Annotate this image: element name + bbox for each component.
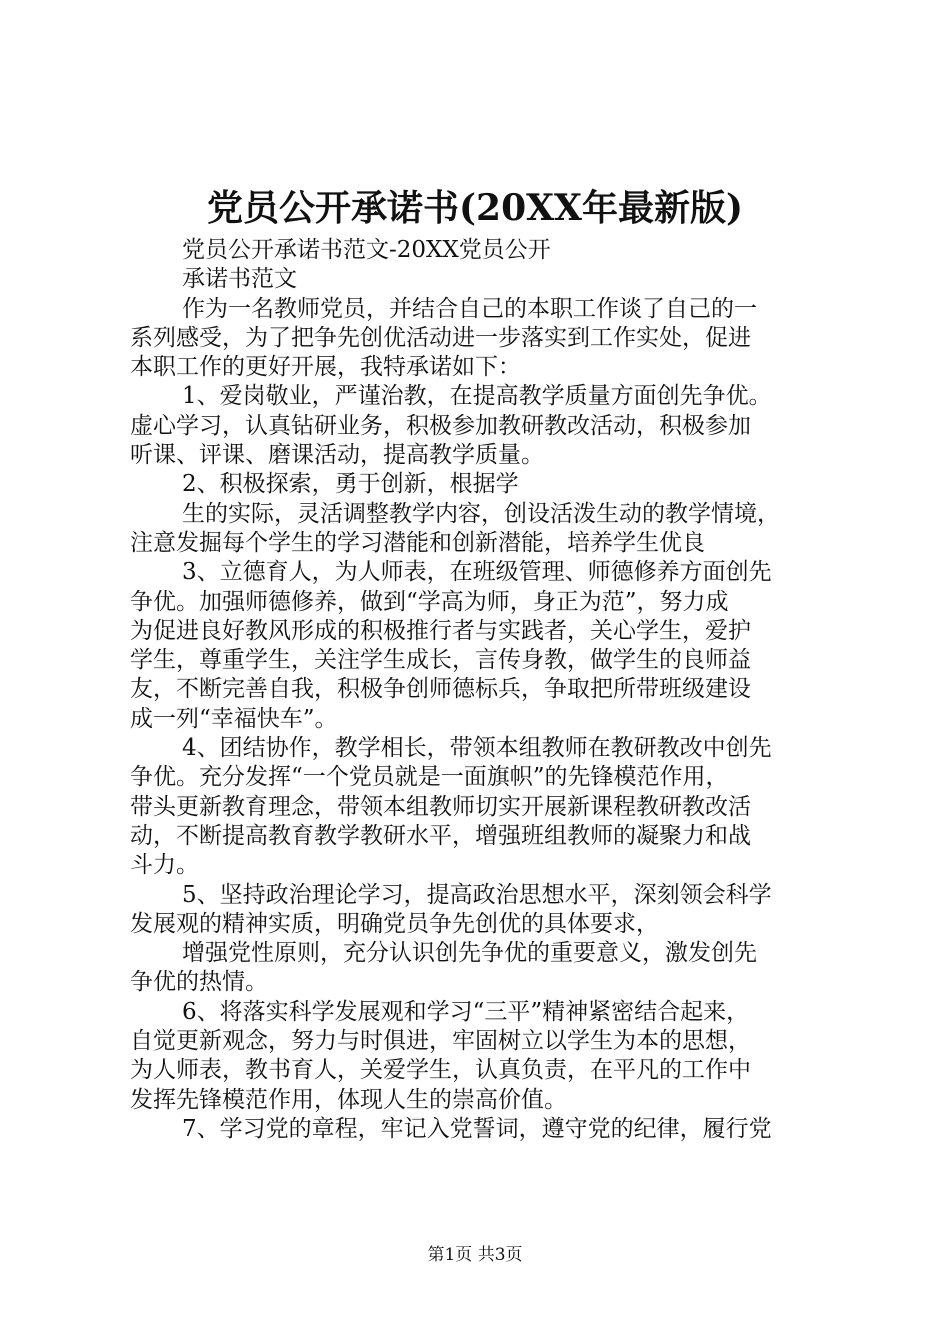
body-line: 争优的热情。 <box>130 969 268 996</box>
body-line: 5、坚持政治理论学习，提高政治思想水平，深刻领会科学 <box>182 881 772 908</box>
body-line: 学生，尊重学生，关注学生成长，言传身教，做学生的良师益 <box>130 647 751 674</box>
body-line: 1、爱岗敬业，严谨治教，在提高教学质量方面创先争优。 <box>182 383 772 410</box>
body-line: 成一列“幸福快车”。 <box>130 705 338 732</box>
body-line: 斗力。 <box>130 852 199 879</box>
body-line: 争优。充分发挥“一个党员就是一面旗帜”的先锋模范作用， <box>130 764 729 791</box>
body-line: 动，不断提高教育教学教研水平，增强班组教师的凝聚力和战 <box>130 822 751 849</box>
body-line: 为人师表，教书育人，关爱学生，认真负责，在平凡的工作中 <box>130 1057 751 1084</box>
body-line: 系列感受，为了把争先创优活动进一步落实到工作实处，促进 <box>130 324 751 351</box>
body-line: 虚心学习，认真钻研业务，积极参加教研教改活动，积极参加 <box>130 412 751 439</box>
body-line: 党员公开承诺书范文-20XX党员公开 <box>182 237 551 263</box>
body-line: 本职工作的更好开展，我特承诺如下： <box>130 354 521 381</box>
body-line: 3、立德育人，为人师表，在班级管理、师德修养方面创先 <box>182 559 772 586</box>
body-line: 承诺书范文 <box>182 266 297 293</box>
body-line: 自觉更新观念，努力与时俱进，牢固树立以学生为本的思想， <box>130 1028 751 1055</box>
body-line: 6、将落实科学发展观和学习“三平”精神紧密结合起来， <box>182 998 750 1025</box>
body-line: 2、积极探索，勇于创新，根据学 <box>182 471 519 498</box>
body-line: 4、团结协作，教学相长，带领本组教师在教研教改中创先 <box>182 735 772 762</box>
body-line: 注意发掘每个学生的学习潜能和创新潜能，培养学生优良 <box>130 529 705 556</box>
body-line: 友，不断完善自我，积极争创师德标兵，争取把所带班级建设 <box>130 676 751 703</box>
body-line: 为促进良好教风形成的积极推行者与实践者，关心学生，爱护 <box>130 617 751 644</box>
page-footer: 第1页 共3页 <box>427 1245 523 1265</box>
body-line: 带头更新教育理念，带领本组教师切实开展新课程教研教改活 <box>130 793 751 820</box>
body-line: 增强党性原则，充分认识创先争优的重要意义，激发创先 <box>182 940 757 967</box>
body-line: 发展观的精神实质，明确党员争先创优的具体要求， <box>130 910 659 937</box>
body-line: 争优。加强师德修养，做到“学高为师，身正为范”，努力成 <box>130 588 729 615</box>
body-line: 听课、评课、磨课活动，提高教学质量。 <box>130 442 544 469</box>
body-line: 发挥先锋模范作用，体现人生的崇高价值。 <box>130 1086 567 1113</box>
body-line: 7、学习党的章程，牢记入党誓词，遵守党的纪律，履行党 <box>182 1115 772 1142</box>
body-line: 作为一名教师党员，并结合自己的本职工作谈了自己的一 <box>182 295 757 322</box>
document-body <box>130 236 830 1144</box>
document-title: 党员公开承诺书(20XX年最新版) <box>206 187 744 229</box>
body-line: 生的实际，灵活调整教学内容，创设活泼生动的教学情境， <box>182 500 780 527</box>
